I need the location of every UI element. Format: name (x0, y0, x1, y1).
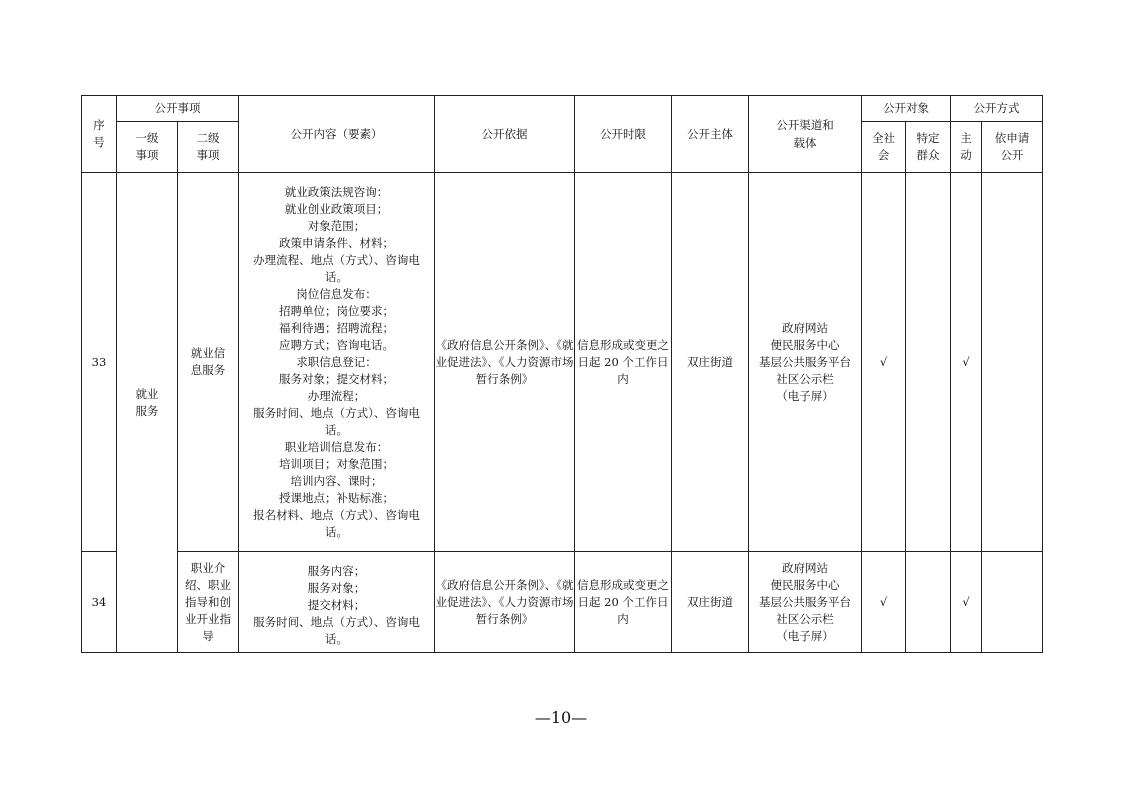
content-line: 职业培训信息发布： (284, 439, 389, 454)
row-method-request (982, 173, 1043, 552)
content-line: 服务时间、地点（方式）、咨询电 (253, 405, 420, 420)
content-line: 培训项目；对象范围； (279, 456, 394, 471)
header-item-group: 公开事项 (117, 96, 239, 122)
content-line: 报名材料、地点（方式）、咨询电 (253, 507, 420, 522)
content-line: 提交材料； (307, 597, 366, 612)
content-line: 话。 (325, 269, 348, 284)
row-channel: 政府网站 便民服务中心 基层公共服务平台 社区公示栏 （电子屏） (749, 173, 862, 552)
row-target-specific (906, 552, 951, 653)
content-line: 政策申请条件、材料； (279, 235, 394, 250)
header-time-limit: 公开时限 (575, 96, 672, 173)
header-channel: 公开渠道和载体 (749, 96, 862, 173)
content-line: 岗位信息发布： (296, 286, 377, 301)
row-time-limit: 信息形成或变更之日起 20 个工作日内 (575, 552, 672, 653)
row-method-active: √ (951, 552, 982, 653)
header-subject: 公开主体 (672, 96, 749, 173)
content-line: 培训内容、课时； (290, 473, 383, 488)
row-time-limit: 信息形成或变更之日起 20 个工作日内 (575, 173, 672, 552)
content-line: 应聘方式；咨询电话。 (279, 337, 394, 352)
row-level2: 就业信息服务 (178, 173, 239, 552)
content-line: 话。 (325, 422, 348, 437)
header-target-specific: 特定群众 (906, 122, 951, 173)
row-basis: 《政府信息公开条例》、《就业促进法》、《人力资源市场暂行条例》 (435, 552, 575, 653)
content-line: 福利待遇；招聘流程； (279, 320, 394, 335)
row-content (239, 173, 435, 552)
header-method-group: 公开方式 (951, 96, 1043, 122)
row-subject: 双庄街道 (672, 173, 749, 552)
content-line: 话。 (325, 631, 348, 646)
row-channel: 政府网站 便民服务中心 基层公共服务平台 社区公示栏 （电子屏） (749, 552, 862, 653)
content-line: 服务时间、地点（方式）、咨询电 (253, 614, 420, 629)
row-seq: 34 (82, 552, 117, 653)
content-line: 对象范围； (307, 218, 366, 233)
row-method-request (982, 552, 1043, 653)
content-line: 就业政策法规咨询： (284, 184, 389, 199)
header-method-request: 依申请公开 (982, 122, 1043, 173)
content-line: 求职信息登记： (296, 354, 377, 369)
disclosure-table (81, 95, 1043, 653)
content-line: 就业创业政策项目； (284, 201, 389, 216)
content-line: 话。 (325, 524, 348, 539)
row-target-all: √ (862, 552, 906, 653)
content-line: 招聘单位；岗位要求； (279, 303, 394, 318)
table-row (82, 552, 1043, 653)
content-line: 服务对象；提交材料； (279, 371, 394, 386)
row-level2: 职业介绍、职业指导和创业开业指导 (178, 552, 239, 653)
content-line: 服务对象； (307, 580, 366, 595)
row-seq: 33 (82, 173, 117, 552)
row-target-specific (906, 173, 951, 552)
header-target-group: 公开对象 (862, 96, 951, 122)
content-line: 办理流程； (307, 388, 366, 403)
header-basis: 公开依据 (435, 96, 575, 173)
row-subject: 双庄街道 (672, 552, 749, 653)
content-line: 办理流程、地点（方式）、咨询电 (253, 252, 420, 267)
row-target-all: √ (862, 173, 906, 552)
content-line: 服务内容； (307, 563, 366, 578)
header-target-all: 全社会 (862, 122, 906, 173)
content-line: 授课地点；补贴标准； (279, 490, 394, 505)
table-row (82, 173, 1043, 552)
row-basis: 《政府信息公开条例》、《就业促进法》、《人力资源市场暂行条例》 (435, 173, 575, 552)
level1-cell: 就业服务 (117, 173, 178, 653)
header-level2: 二级事项 (178, 122, 239, 173)
header-level1: 一级事项 (117, 122, 178, 173)
header-content: 公开内容（要素） (239, 96, 435, 173)
header-seq: 序号 (82, 96, 117, 173)
row-content (239, 552, 435, 653)
header-method-active: 主动 (951, 122, 982, 173)
page-number: —10— (534, 708, 588, 727)
row-method-active: √ (951, 173, 982, 552)
